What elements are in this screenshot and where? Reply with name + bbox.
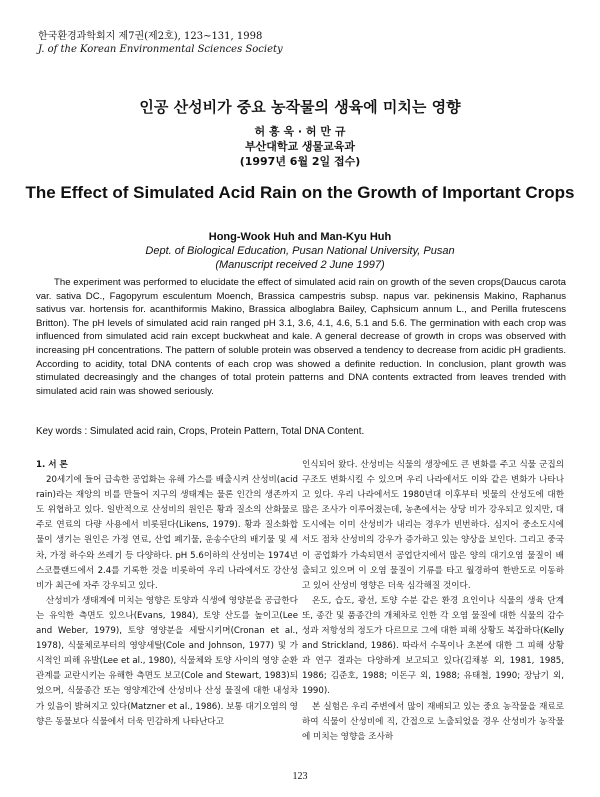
received-date-en: (Manuscript received 2 June 1997)	[215, 259, 385, 271]
page-number: 123	[292, 771, 308, 782]
abstract	[36, 276, 566, 398]
paragraph: 본 실험은 우리 주변에서 많이 재배되고 있는 중요 농작물을 재료로 하여 식물이 산성비에 직, 간접으로 노출되었을 경우 산성비가 농작물에 미치는 영향을 조사하	[302, 701, 564, 742]
affiliation-en: Dept. of Biological Education, Pusan National University, Pusan	[145, 245, 455, 257]
authors-ko: 허 흥 욱 · 허 만 규	[254, 125, 346, 138]
paragraph: 20세기에 들어 급속한 공업화는 유해 가스를 배출시켜 산성비(acid rain)라는 재앙의 비를 만들어 지구의 생태계는 물론 인간의 생존까지도 위협하고 있다. 일반적으로 산성비의 원인은 황과 질소의 산화물로 주로 연료의 다량 사용에서 비롯된다(Likens, 1979). 황과 질소화합물이 생기는 원인은 가정 연료, 산업 폐기물, 운송수단의 배기물 및 세차, 가정 하수와 쓰레기 등 다양하다. pH 5.6이하의 산성비는 1974년 스코틀랜드에서 2.4를 기록한 것을 비롯하여 우리 나라에서도 강산성비가 최근에 자주 강우되고 있다.	[36, 475, 298, 591]
journal-name-en: J. of the Korean Environmental Sciences Society	[38, 44, 283, 55]
abstract-text: The experiment was performed to elucidate the effect of simulated acid rain on growth of the seven crops(Daucus carota var. sativa DC., Fagopyrum esculentum Moench, Brassica campestris subsp. napus var. pekinensis Makino, Raphanus sativus var. hortensis for. acanthiformis Makino, Brassica alboglabra Bailey, Caphsicum annum L., and Perilla frutescens Britton). The pH levels of simulated acid rain ranged pH 3.1, 3.6, 4.1, 4.6, 5.1 and 5.6. The germination with each crop was influenced from simulated acid rain except buckwheat and kale. A general decrease of growth in crops was observed with increasing pH concentrations. The pattern of soluble protein was observed a tendency to decrease from acidic pH gradients. According to acidity, total DNA contents of each crop was showed a definite reduction. In conclusion, plant growth was stimulated decreasingly and the changes of total protein patterns and DNA contents extracted from leaves trended with simulated acid rain was showed seriously.	[36, 277, 566, 397]
affiliation-ko: 부산대학교 생물교육과	[244, 140, 356, 153]
paper-title-ko: 인공 산성비가 중요 농작물의 생육에 미치는 영향	[139, 98, 461, 116]
keywords: Key words : Simulated acid rain, Crops, Protein Pattern, Total DNA Content.	[36, 426, 365, 437]
journal-citation-ko: 한국환경과학회지 제7권(제2호), 123∼131, 1998	[38, 31, 263, 42]
authors-en: Hong-Wook Huh and Man-Kyu Huh	[208, 231, 392, 243]
body-column-right	[302, 458, 564, 745]
paper-title-en: The Effect of Simulated Acid Rain on the Growth of Important Crops	[25, 183, 575, 202]
author-block-ko	[0, 124, 600, 169]
section-heading-introduction: 1. 서 론	[36, 460, 68, 470]
journal-header	[38, 30, 283, 56]
paragraph: 온도, 습도, 광선, 토양 수분 같은 환경 요인이나 식물의 생육 단계 또, 종간 및 품종간의 개체차로 인한 각 오염 물질에 대한 식물의 감수성과 저항성의 정도가 다르므로 그에 대한 피해 상황도 복잡하다(Kelly and Strickland, 1986). 따라서 수목이나 초본에 대한 그 피해 상황과 연구 결과는 다양하게 보고되고 있다(김채봉 외, 1981, 1985, 1986; 김준호, 1988; 이돈구 외, 1988; 유태철, 1990; 장남기 외, 1990).	[302, 595, 564, 697]
body-column-left	[36, 458, 298, 730]
paragraph: 인식되어 왔다. 산성비는 식물의 생장에도 큰 변화를 주고 식물 군집의 구조도 변화시킬 수 있으며 우리 나라에서도 이와 같은 변화가 나타나고 있다. 우리 나라에서도 1980년대 이후부터 빗물의 산성도에 대한 많은 조사가 이루어졌는데, 농촌에서는 상당 비가 강우되고 있지만, 대도시에는 이미 산성비가 내리는 경우가 빈번하다. 심지어 중소도시에서도 점차 산성비의 강우가 증가하고 있는 양상을 보인다. 그리고 중국이 공업화가 가속되면서 공업단지에서 많은 양의 대기오염 물질이 배출되고 있으며 이 오염 물질이 기류를 타고 월경하여 한반도로 이동하고 있어 산성비 영향은 더욱 심각해질 것이다.	[302, 460, 564, 591]
received-date-ko: (1997년 6월 2일 접수)	[239, 155, 361, 168]
paragraph: 산성비가 생태계에 미치는 영향은 토양과 식생에 영양분을 공급한다는 유익한 측면도 있으나(Evans, 1984), 토양 산도를 높이고(Lee and Weber, 1979), 토양 영양분을 세탈시키며(Cronan et al., 1978), 식물체로부터의 영양세탈(Cole and Johnson, 1977) 및 가시적인 피해 유발(Lee et al., 1980), 식물체와 토양 사이의 영양 순환 관계를 교란시키는 유해한 측면도 보고(Cole and Stewart, 1983)되었으며, 식물종간 또는 영양계간에 산성비나 산성 물질에 대한 내성차가 있음이 밝혀지고 있다(Matzner et al., 1986). 보통 대기오염의 영향은 동물보다 식물에서 더욱 민감하게 나타난다고	[36, 595, 298, 727]
author-block-en	[0, 230, 600, 272]
